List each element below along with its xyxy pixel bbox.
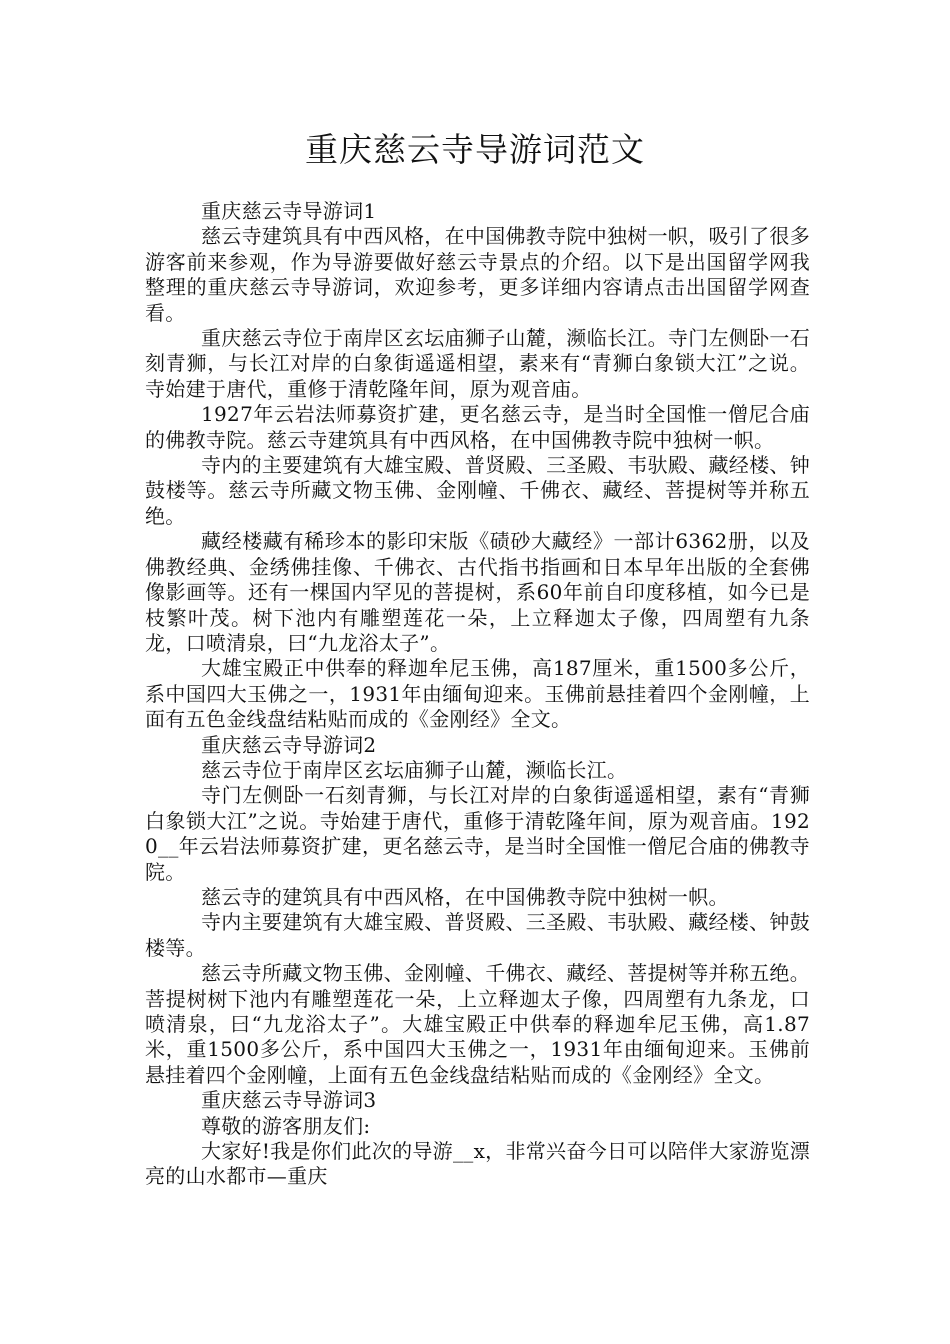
section-heading-3: 重庆慈云寺导游词3 [201,1088,377,1113]
history-paragraph-2: 寺门左侧卧一石刻青狮，与长江对岸的白象街遥遥相望，素有“青狮白象锁大江”之说。寺始建于唐代，重修于清乾隆年间，原为观音庙。1920__年云岩法师募资扩建，更名慈云寺，是当时全国惟一僧尼合庙的佛教寺院。 [145,783,810,884]
location-paragraph: 重庆慈云寺位于南岸区玄坛庙狮子山麓，濒临长江。寺门左侧卧一石刻青狮，与长江对岸的白象街遥遥相望，素来有“青狮白象锁大江”之说。寺始建于唐代，重修于清乾隆年间，原为观音庙。 [145,326,810,401]
history-paragraph: 1927年云岩法师募资扩建，更名慈云寺，是当时全国惟一僧尼合庙的佛教寺院。慈云寺建筑具有中西风格，在中国佛教寺院中独树一帜。 [145,402,810,452]
welcome-paragraph: 大家好!我是你们此次的导游__x，非常兴奋今日可以陪伴大家游览漂亮的山水都市—重庆 [145,1139,810,1189]
style-paragraph-2: 慈云寺的建筑具有中西风格，在中国佛教寺院中独树一帜。 [201,884,729,909]
document-body [145,199,810,1190]
intro-paragraph: 慈云寺建筑具有中西风格，在中国佛教寺院中独树一帜，吸引了很多游客前来参观，作为导游要做好慈云寺景点的介绍。以下是出国留学网我整理的重庆慈云寺导游词，欢迎参考，更多详细内容请点击出国留学网查看。 [145,224,810,325]
greeting-paragraph: 尊敬的游客朋友们: [201,1113,371,1138]
buildings-paragraph: 寺内的主要建筑有大雄宝殿、普贤殿、三圣殿、韦驮殿、藏经楼、钟鼓楼等。慈云寺所藏文物玉佛、金刚幢、千佛衣、藏经、菩提树等并称五绝。 [145,453,810,528]
jade-buddha-paragraph: 大雄宝殿正中供奉的释迦牟尼玉佛，高187厘米，重1500多公斤，系中国四大玉佛之一，1931年由缅甸迎来。玉佛前悬挂着四个金刚幢，上面有五色金线盘结粘贴而成的《金刚经》全文。 [145,656,810,732]
section-heading-1: 重庆慈云寺导游词1 [201,199,377,223]
section-heading-2: 重庆慈云寺导游词2 [201,732,377,757]
document-title: 重庆慈云寺导游词范文 [305,130,645,169]
sutra-library-paragraph: 藏经楼藏有稀珍本的影印宋版《碛砂大藏经》一部计6362册，以及佛教经典、金绣佛挂像、千佛衣、古代指书指画和日本早年出版的全套佛像影画等。还有一棵国内罕见的菩提树，系60年前自印度移植，如今已是枝繁叶茂。树下池内有雕塑莲花一朵，上立释迦太子像，四周塑有九条龙，口喷清泉，曰“九龙浴太子”。 [145,529,810,655]
relics-paragraph-2: 慈云寺所藏文物玉佛、金刚幢、千佛衣、藏经、菩提树等并称五绝。菩提树树下池内有雕塑莲花一朵，上立释迦太子像，四周塑有九条龙，口喷清泉，曰“九龙浴太子”。大雄宝殿正中供奉的释迦牟尼玉佛，高1.87米，重1500多公斤，系中国四大玉佛之一，1931年由缅甸迎来。玉佛前悬挂着四个金刚幢，上面有五色金线盘结粘贴而成的《金刚经》全文。 [145,961,810,1087]
location-paragraph-2: 慈云寺位于南岸区玄坛庙狮子山麓，濒临长江。 [201,757,628,782]
buildings-paragraph-2: 寺内主要建筑有大雄宝殿、普贤殿、三圣殿、韦驮殿、藏经楼、钟鼓楼等。 [145,910,810,960]
